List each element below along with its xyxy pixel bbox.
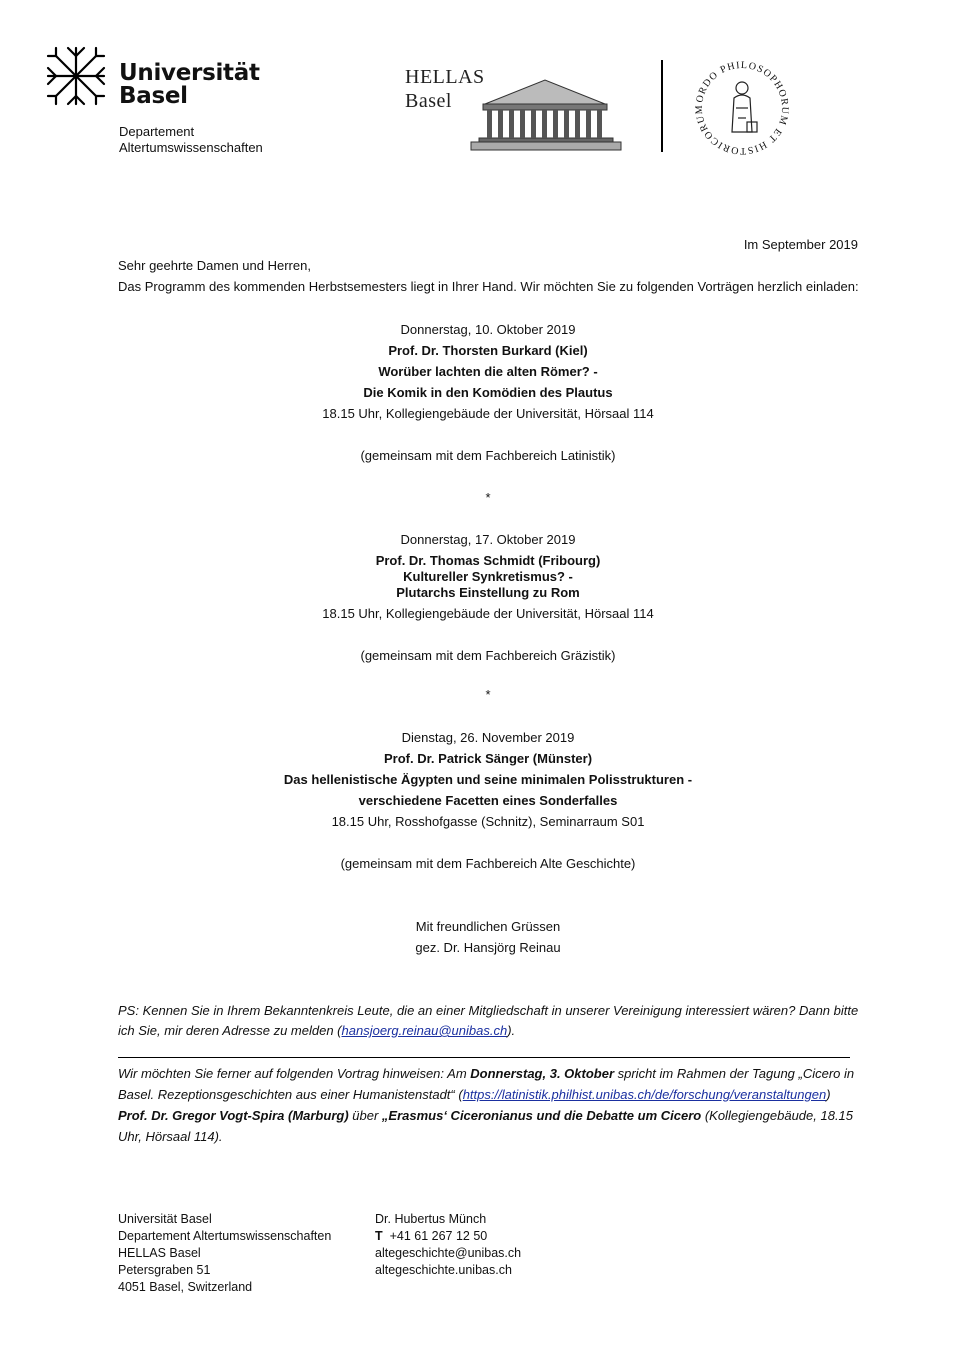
contact-phone[interactable]: +41 61 267 12 50	[389, 1229, 488, 1243]
footer-address	[118, 1211, 331, 1296]
seal-text: ORDO PHILOSOPHORUM ET HISTORICORUM	[693, 59, 791, 157]
lecture-date: Donnerstag, 10. Oktober 2019	[400, 322, 576, 337]
notice-url-link[interactable]: https://latinistik.philhist.unibas.ch/de/forschung/veranstaltungen	[462, 1087, 827, 1102]
notice-title: „Erasmus‘ Ciceronianus und die Debatte um Cicero	[381, 1108, 702, 1123]
footer-org: Universität Basel	[118, 1212, 212, 1226]
university-name-line2: Basel	[119, 83, 188, 109]
lecture-speaker: Prof. Dr. Thorsten Burkard (Kiel)	[388, 343, 588, 358]
lecture-note: (gemeinsam mit dem Fachbereich Latinistik)	[360, 448, 616, 463]
footer-hellas: HELLAS Basel	[118, 1246, 201, 1260]
lecture-venue: 18.15 Uhr, Rosshofgasse (Schnitz), Seminarraum S01	[331, 814, 645, 829]
separator-1	[118, 487, 858, 508]
ps-email-link[interactable]: hansjoerg.reinau@unibas.ch	[341, 1023, 508, 1038]
notice-paragraph	[118, 1063, 860, 1147]
signature: gez. Dr. Hansjörg Reinau	[415, 940, 561, 955]
lecture-2	[118, 529, 858, 666]
lecture-title-line2: verschiedene Facetten eines Sonderfalles	[358, 793, 618, 808]
footer-street: Petersgraben 51	[118, 1263, 211, 1277]
notice-text: Wir möchten Sie ferner auf folgenden Vortrag hinweisen: Am	[118, 1066, 471, 1081]
closing-greeting: Mit freundlichen Grüssen	[415, 919, 561, 934]
lecture-title-line1: Kultureller Synkretismus? -	[403, 569, 573, 584]
seal-icon	[692, 58, 792, 158]
lecture-note: (gemeinsam mit dem Fachbereich Gräzistik)	[360, 648, 616, 663]
lecture-3	[118, 727, 858, 874]
university-logo	[44, 44, 284, 154]
notice-text: (Kollegiengebäude, 18.15 Uhr, Hörsaal 114).	[118, 1108, 854, 1144]
department-line2: Altertumswissenschaften	[119, 140, 263, 155]
date-line: Im September 2019	[743, 237, 858, 252]
notice-text: über	[348, 1108, 382, 1123]
phone-label: T	[375, 1229, 383, 1243]
separator-2	[118, 684, 858, 705]
separator-star: *	[485, 687, 491, 702]
notice-divider	[118, 1057, 850, 1058]
separator-star: *	[485, 490, 491, 505]
hellas-subtitle: Basel	[405, 90, 452, 112]
ps-text: PS: Kennen Sie in Ihrem Bekanntenkreis Leute, die an einer Mitgliedschaft in unserer Vereinigung interessiert wären? Dann bitte ich Sie, mir deren Adresse zu melden (	[118, 1003, 859, 1038]
contact-email[interactable]: altegeschichte@unibas.ch	[375, 1246, 522, 1260]
lecture-date: Dienstag, 26. November 2019	[401, 730, 575, 745]
footer-contact	[375, 1211, 521, 1279]
lecture-speaker: Prof. Dr. Patrick Sänger (Münster)	[383, 751, 593, 766]
lecture-title-line1: Das hellenistische Ägypten und seine minimalen Polisstrukturen -	[283, 772, 693, 787]
department-line1: Departement	[119, 124, 195, 139]
lecture-title-line2: Plutarchs Einstellung zu Rom	[396, 585, 580, 600]
faculty-seal	[692, 58, 792, 158]
contact-phone-row	[375, 1228, 521, 1245]
lecture-venue: 18.15 Uhr, Kollegiengebäude der Universität, Hörsaal 114	[322, 606, 654, 621]
ps-text-end: ).	[507, 1023, 516, 1038]
lecture-note: (gemeinsam mit dem Fachbereich Alte Geschichte)	[340, 856, 636, 871]
footer-city: 4051 Basel, Switzerland	[118, 1280, 253, 1294]
closing	[118, 916, 858, 958]
notice-text: spricht im Rahmen der Tagung „Cicero in Basel. Rezeptionsgeschichten aus einer Humanistenstadt“ (	[118, 1066, 855, 1102]
lecture-title-line2: Die Komik in den Komödien des Plautus	[363, 385, 613, 400]
university-name-line1: Universität	[119, 60, 260, 86]
notice-date: Donnerstag, 3. Oktober	[470, 1066, 615, 1081]
lecture-venue: 18.15 Uhr, Kollegiengebäude der Universität, Hörsaal 114	[322, 406, 654, 421]
parthenon-icon	[465, 66, 625, 154]
lecture-date: Donnerstag, 17. Oktober 2019	[400, 532, 576, 547]
hellas-logo	[405, 66, 627, 156]
lecture-speaker: Prof. Dr. Thomas Schmidt (Fribourg)	[375, 553, 601, 568]
university-logo-mark-icon	[44, 44, 108, 108]
footer-department: Departement Altertumswissenschaften	[118, 1229, 332, 1243]
hellas-title: HELLAS	[405, 66, 485, 88]
lecture-1	[118, 319, 858, 466]
contact-name: Dr. Hubertus Münch	[375, 1212, 487, 1226]
lecture-title-line1: Worüber lachten die alten Römer? -	[378, 364, 598, 379]
header-divider	[661, 60, 663, 152]
notice-text: )	[826, 1087, 831, 1102]
postscript	[118, 1001, 860, 1041]
notice-speaker: Prof. Dr. Gregor Vogt-Spira (Marburg)	[118, 1108, 349, 1123]
intro-text: Das Programm des kommenden Herbstsemesters liegt in Ihrer Hand. Wir möchten Sie zu folgenden Vorträgen herzlich einladen:	[118, 279, 859, 294]
contact-website[interactable]: altegeschichte.unibas.ch	[375, 1263, 512, 1277]
salutation: Sehr geehrte Damen und Herren,	[118, 258, 311, 273]
